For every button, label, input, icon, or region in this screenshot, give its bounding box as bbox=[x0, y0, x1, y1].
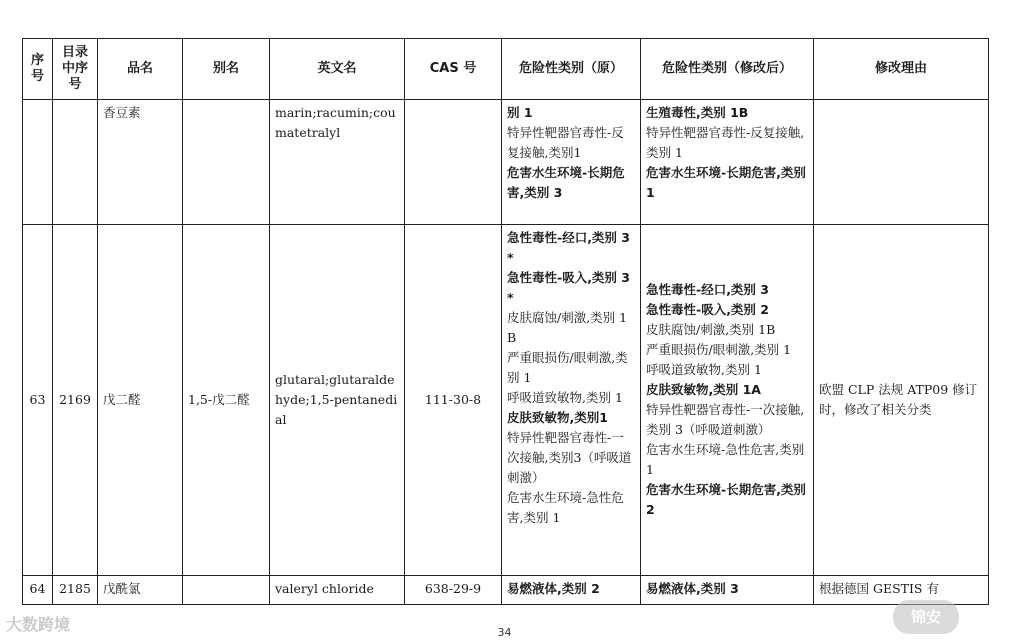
cell-alias: 1,5-戊二醛 bbox=[183, 225, 270, 576]
hazard-entry: 严重眼损伤/眼刺激,类别 1 bbox=[507, 350, 628, 385]
cell-cas: 638-29-9 bbox=[405, 576, 502, 605]
hazard-revision-table bbox=[22, 38, 989, 605]
hazard-entry: 危害水生环境-长期危害,类别 2 bbox=[646, 482, 806, 517]
cell-alias bbox=[183, 100, 270, 225]
header-reason: 修改理由 bbox=[814, 39, 989, 100]
hazard-entry: 急性毒性-经口,类别 3 bbox=[646, 282, 769, 297]
hazard-entry: 皮肤腐蚀/刺激,类别 1B bbox=[507, 310, 628, 345]
cell-hazard-revised bbox=[641, 225, 814, 576]
hazard-entry: 皮肤致敏物,类别1 bbox=[507, 410, 608, 425]
hazard-entry: 易燃液体,类别 3 bbox=[646, 581, 739, 596]
hazard-entry: 生殖毒性,类别 1B bbox=[646, 105, 749, 120]
header-name: 品名 bbox=[98, 39, 183, 100]
table-row-continued bbox=[23, 100, 989, 225]
cell-name: 香豆素 bbox=[98, 100, 183, 225]
cell-catalog-seq bbox=[53, 100, 98, 225]
cell-seq: 64 bbox=[23, 576, 53, 605]
hazard-entry: 危害水生环境-长期危害,类别 3 bbox=[507, 165, 625, 200]
cell-hazard-revised bbox=[641, 576, 814, 605]
cell-seq: 63 bbox=[23, 225, 53, 576]
hazard-entry: 急性毒性-吸入,类别 2 bbox=[646, 302, 769, 317]
hazard-entry: 特异性靶器官毒性-反复接触,类别1 bbox=[507, 125, 624, 160]
hazard-entry: 别 1 bbox=[507, 105, 533, 120]
hazard-entry: 特异性靶器官毒性-一次接触,类别 3（呼吸道刺激） bbox=[646, 402, 805, 437]
hazard-entry: 严重眼损伤/眼刺激,类别 1 bbox=[646, 342, 792, 357]
hazard-entry: 危害水生环境-急性危害,类别 1 bbox=[507, 490, 624, 525]
hazard-entry: 呼吸道致敏物,类别 1 bbox=[646, 362, 762, 377]
header-hazard-original: 危险性类别（原） bbox=[502, 39, 641, 100]
header-row bbox=[23, 39, 989, 100]
cell-cas bbox=[405, 100, 502, 225]
hazard-entry: 特异性靶器官毒性-反复接触,类别 1 bbox=[646, 125, 805, 160]
hazard-entry: 危害水生环境-长期危害,类别 1 bbox=[646, 165, 806, 200]
cell-catalog-seq: 2185 bbox=[53, 576, 98, 605]
table-row-64 bbox=[23, 576, 989, 605]
cell-name: 戊二醛 bbox=[98, 225, 183, 576]
cell-english-name: valeryl chloride bbox=[270, 576, 405, 605]
table-row-63 bbox=[23, 225, 989, 576]
cell-english-name: marin;racumin;coumatetralyl bbox=[270, 100, 405, 225]
header-hazard-revised: 危险性类别（修改后） bbox=[641, 39, 814, 100]
hazard-entry: 急性毒性-经口,类别 3* bbox=[507, 230, 630, 265]
header-cas: CAS 号 bbox=[405, 39, 502, 100]
cell-catalog-seq: 2169 bbox=[53, 225, 98, 576]
cell-reason: 欧盟 CLP 法规 ATP09 修订时，修改了相关分类 bbox=[814, 225, 989, 576]
header-alias: 别名 bbox=[183, 39, 270, 100]
watermark-left: 大数跨境 bbox=[6, 615, 71, 634]
header-seq: 序号 bbox=[23, 39, 53, 100]
hazard-entry: 特异性靶器官毒性-一次接触,类别3（呼吸道刺激） bbox=[507, 430, 632, 485]
cell-english-name: glutaral;glutaraldehyde;1,5-pentanedial bbox=[270, 225, 405, 576]
watermark-right: 锦安 bbox=[893, 600, 959, 634]
cell-hazard-original bbox=[502, 576, 641, 605]
header-catalog-seq: 目录中序号 bbox=[53, 39, 98, 100]
hazard-entry: 皮肤致敏物,类别 1A bbox=[646, 382, 761, 397]
cell-hazard-revised bbox=[641, 100, 814, 225]
cell-cas: 111-30-8 bbox=[405, 225, 502, 576]
cell-hazard-original bbox=[502, 225, 641, 576]
cell-hazard-original bbox=[502, 100, 641, 225]
hazard-entry: 易燃液体,类别 2 bbox=[507, 581, 600, 596]
cell-alias bbox=[183, 576, 270, 605]
hazard-entry: 皮肤腐蚀/刺激,类别 1B bbox=[646, 322, 776, 337]
header-english-name: 英文名 bbox=[270, 39, 405, 100]
page-number: 34 bbox=[497, 626, 512, 639]
cell-reason bbox=[814, 100, 989, 225]
cell-name: 戊酰氯 bbox=[98, 576, 183, 605]
hazard-entry: 呼吸道致敏物,类别 1 bbox=[507, 390, 623, 405]
cell-reason: 根据德国 GESTIS 有 bbox=[814, 576, 989, 605]
cell-seq bbox=[23, 100, 53, 225]
hazard-entry: 急性毒性-吸入,类别 3* bbox=[507, 270, 630, 305]
hazard-entry: 危害水生环境-急性危害,类别 1 bbox=[646, 442, 805, 477]
